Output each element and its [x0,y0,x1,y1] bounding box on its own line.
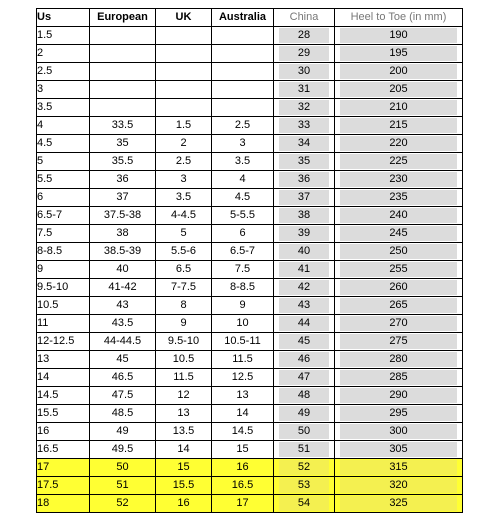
cell-european [90,63,156,81]
cell-value: 36 [279,172,329,187]
cell-australia: 10.5-11 [212,333,274,351]
cell-china [274,63,335,81]
cell-heel-to-toe [335,63,463,81]
cell-china [274,297,335,315]
cell-european: 38 [90,225,156,243]
cell-uk: 9.5-10 [156,333,212,351]
table-body [37,27,463,513]
cell-china [274,315,335,333]
cell-china [274,189,335,207]
cell-us: 16 [37,423,90,441]
table-row [37,45,463,63]
table-row [37,171,463,189]
cell-china [274,441,335,459]
cell-uk [156,27,212,45]
cell-european: 33.5 [90,117,156,135]
cell-uk: 8 [156,297,212,315]
cell-value: 48 [279,388,329,403]
cell-value: 215 [340,118,457,133]
cell-china [274,495,335,513]
cell-value: 305 [340,442,457,457]
cell-us: 10.5 [37,297,90,315]
cell-us: 12-12.5 [37,333,90,351]
cell-australia: 6.5-7 [212,243,274,261]
header-european: European [90,9,156,27]
cell-uk: 5 [156,225,212,243]
cell-value: 51 [279,442,329,457]
cell-uk: 6.5 [156,261,212,279]
cell-australia: 15 [212,441,274,459]
cell-value: 200 [340,64,457,79]
cell-european: 47.5 [90,387,156,405]
cell-us: 7.5 [37,225,90,243]
cell-china [274,351,335,369]
cell-uk: 14 [156,441,212,459]
cell-china [274,45,335,63]
table-header-row [37,9,463,27]
cell-value: 53 [279,478,329,493]
cell-us: 6.5-7 [37,207,90,225]
cell-us: 13 [37,351,90,369]
cell-us: 8-8.5 [37,243,90,261]
table-row [37,459,463,477]
cell-value: 285 [340,370,457,385]
cell-australia [212,63,274,81]
cell-heel-to-toe [335,315,463,333]
cell-australia: 3.5 [212,153,274,171]
cell-uk: 15.5 [156,477,212,495]
cell-australia: 3 [212,135,274,153]
cell-value: 280 [340,352,457,367]
cell-heel-to-toe [335,405,463,423]
cell-australia: 2.5 [212,117,274,135]
cell-heel-to-toe [335,135,463,153]
cell-value: 50 [279,424,329,439]
cell-heel-to-toe [335,297,463,315]
cell-value: 31 [279,82,329,97]
cell-australia: 14 [212,405,274,423]
cell-heel-to-toe [335,45,463,63]
cell-value: 34 [279,136,329,151]
cell-china [274,171,335,189]
table-row [37,189,463,207]
cell-australia: 9 [212,297,274,315]
cell-us: 5 [37,153,90,171]
cell-value: 40 [279,244,329,259]
table-row [37,279,463,297]
cell-heel-to-toe [335,441,463,459]
cell-heel-to-toe [335,387,463,405]
cell-us: 2.5 [37,63,90,81]
cell-us: 6 [37,189,90,207]
cell-european [90,81,156,99]
cell-us: 14 [37,369,90,387]
cell-us: 15.5 [37,405,90,423]
cell-australia: 5-5.5 [212,207,274,225]
cell-uk: 13.5 [156,423,212,441]
cell-value: 42 [279,280,329,295]
cell-heel-to-toe [335,495,463,513]
table-row [37,99,463,117]
cell-australia: 6 [212,225,274,243]
cell-us: 2 [37,45,90,63]
cell-heel-to-toe [335,477,463,495]
cell-uk: 13 [156,405,212,423]
cell-value: 320 [340,478,457,493]
cell-china [274,117,335,135]
cell-heel-to-toe [335,459,463,477]
cell-heel-to-toe [335,243,463,261]
cell-uk: 2.5 [156,153,212,171]
cell-value: 220 [340,136,457,151]
cell-uk: 11.5 [156,369,212,387]
table-row [37,243,463,261]
cell-heel-to-toe [335,261,463,279]
cell-value: 300 [340,424,457,439]
cell-european: 37 [90,189,156,207]
table-row [37,333,463,351]
cell-heel-to-toe [335,81,463,99]
cell-australia: 16 [212,459,274,477]
table-row [37,261,463,279]
cell-heel-to-toe [335,153,463,171]
cell-european: 49.5 [90,441,156,459]
cell-uk: 5.5-6 [156,243,212,261]
cell-european: 46.5 [90,369,156,387]
cell-china [274,27,335,45]
cell-value: 315 [340,460,457,475]
cell-european: 43.5 [90,315,156,333]
table-row [37,225,463,243]
cell-uk [156,99,212,117]
header-heel-to-toe: Heel to Toe (in mm) [335,9,463,27]
cell-australia [212,81,274,99]
cell-us: 3 [37,81,90,99]
header-us: Us [37,9,90,27]
cell-heel-to-toe [335,171,463,189]
cell-value: 260 [340,280,457,295]
cell-value: 295 [340,406,457,421]
cell-heel-to-toe [335,351,463,369]
cell-australia: 4.5 [212,189,274,207]
cell-heel-to-toe [335,207,463,225]
cell-australia: 12.5 [212,369,274,387]
cell-china [274,243,335,261]
size-chart [36,8,462,509]
cell-european: 38.5-39 [90,243,156,261]
cell-china [274,459,335,477]
cell-value: 41 [279,262,329,277]
cell-china [274,207,335,225]
cell-us: 17.5 [37,477,90,495]
table-row [37,81,463,99]
cell-us: 17 [37,459,90,477]
cell-uk: 12 [156,387,212,405]
table-row [37,495,463,513]
cell-value: 45 [279,334,329,349]
cell-us: 1.5 [37,27,90,45]
cell-european: 35.5 [90,153,156,171]
header-australia: Australia [212,9,274,27]
cell-european [90,27,156,45]
table-row [37,153,463,171]
cell-china [274,225,335,243]
cell-value: 33 [279,118,329,133]
cell-european: 35 [90,135,156,153]
cell-china [274,405,335,423]
cell-australia [212,27,274,45]
cell-value: 290 [340,388,457,403]
cell-australia: 16.5 [212,477,274,495]
cell-china [274,477,335,495]
cell-heel-to-toe [335,99,463,117]
table-row [37,351,463,369]
cell-heel-to-toe [335,27,463,45]
cell-us: 4.5 [37,135,90,153]
cell-china [274,333,335,351]
cell-china [274,261,335,279]
cell-european [90,99,156,117]
table-row [37,117,463,135]
header-china: China [274,9,335,27]
cell-australia: 8-8.5 [212,279,274,297]
cell-heel-to-toe [335,333,463,351]
cell-heel-to-toe [335,369,463,387]
cell-china [274,369,335,387]
cell-value: 230 [340,172,457,187]
cell-value: 325 [340,496,457,511]
cell-value: 29 [279,46,329,61]
cell-european: 40 [90,261,156,279]
cell-value: 30 [279,64,329,79]
cell-us: 18 [37,495,90,513]
cell-uk: 4-4.5 [156,207,212,225]
cell-uk: 9 [156,315,212,333]
table-row [37,315,463,333]
cell-value: 240 [340,208,457,223]
cell-value: 54 [279,496,329,511]
cell-us: 14.5 [37,387,90,405]
cell-china [274,279,335,297]
table-row [37,387,463,405]
cell-us: 11 [37,315,90,333]
cell-european: 37.5-38 [90,207,156,225]
cell-value: 32 [279,100,329,115]
cell-value: 44 [279,316,329,331]
cell-value: 265 [340,298,457,313]
cell-european: 49 [90,423,156,441]
cell-value: 210 [340,100,457,115]
cell-heel-to-toe [335,423,463,441]
cell-us: 4 [37,117,90,135]
cell-china [274,153,335,171]
cell-value: 49 [279,406,329,421]
cell-australia: 4 [212,171,274,189]
cell-value: 250 [340,244,457,259]
cell-value: 43 [279,298,329,313]
cell-us: 16.5 [37,441,90,459]
cell-value: 195 [340,46,457,61]
cell-european: 51 [90,477,156,495]
cell-value: 225 [340,154,457,169]
cell-european: 50 [90,459,156,477]
table-row [37,369,463,387]
cell-australia: 10 [212,315,274,333]
cell-value: 275 [340,334,457,349]
cell-uk [156,63,212,81]
cell-european: 44-44.5 [90,333,156,351]
cell-value: 270 [340,316,457,331]
cell-european: 48.5 [90,405,156,423]
cell-heel-to-toe [335,117,463,135]
cell-uk: 2 [156,135,212,153]
cell-heel-to-toe [335,189,463,207]
cell-european: 41-42 [90,279,156,297]
table-row [37,441,463,459]
cell-us: 3.5 [37,99,90,117]
cell-uk [156,81,212,99]
cell-value: 235 [340,190,457,205]
cell-uk: 15 [156,459,212,477]
cell-china [274,135,335,153]
cell-china [274,99,335,117]
cell-uk: 3.5 [156,189,212,207]
cell-australia: 11.5 [212,351,274,369]
cell-value: 52 [279,460,329,475]
cell-european: 52 [90,495,156,513]
cell-heel-to-toe [335,225,463,243]
cell-european: 36 [90,171,156,189]
cell-value: 38 [279,208,329,223]
cell-uk: 10.5 [156,351,212,369]
size-conversion-table [36,8,463,513]
cell-value: 47 [279,370,329,385]
cell-value: 190 [340,28,457,43]
cell-european: 43 [90,297,156,315]
table-row [37,297,463,315]
cell-value: 39 [279,226,329,241]
cell-heel-to-toe [335,279,463,297]
cell-value: 46 [279,352,329,367]
cell-value: 205 [340,82,457,97]
table-row [37,405,463,423]
cell-european [90,45,156,63]
cell-value: 245 [340,226,457,241]
table-row [37,477,463,495]
header-uk: UK [156,9,212,27]
cell-china [274,387,335,405]
cell-value: 28 [279,28,329,43]
table-row [37,423,463,441]
cell-us: 9 [37,261,90,279]
cell-uk: 1.5 [156,117,212,135]
table-row [37,207,463,225]
cell-australia: 7.5 [212,261,274,279]
cell-china [274,81,335,99]
cell-australia: 14.5 [212,423,274,441]
cell-uk: 16 [156,495,212,513]
cell-australia: 13 [212,387,274,405]
cell-value: 37 [279,190,329,205]
table-row [37,135,463,153]
cell-uk: 7-7.5 [156,279,212,297]
cell-uk [156,45,212,63]
cell-european: 45 [90,351,156,369]
cell-uk: 3 [156,171,212,189]
table-row [37,27,463,45]
cell-australia [212,99,274,117]
cell-us: 9.5-10 [37,279,90,297]
cell-value: 255 [340,262,457,277]
cell-us: 5.5 [37,171,90,189]
cell-value: 35 [279,154,329,169]
cell-china [274,423,335,441]
table-row [37,63,463,81]
cell-australia [212,45,274,63]
cell-australia: 17 [212,495,274,513]
